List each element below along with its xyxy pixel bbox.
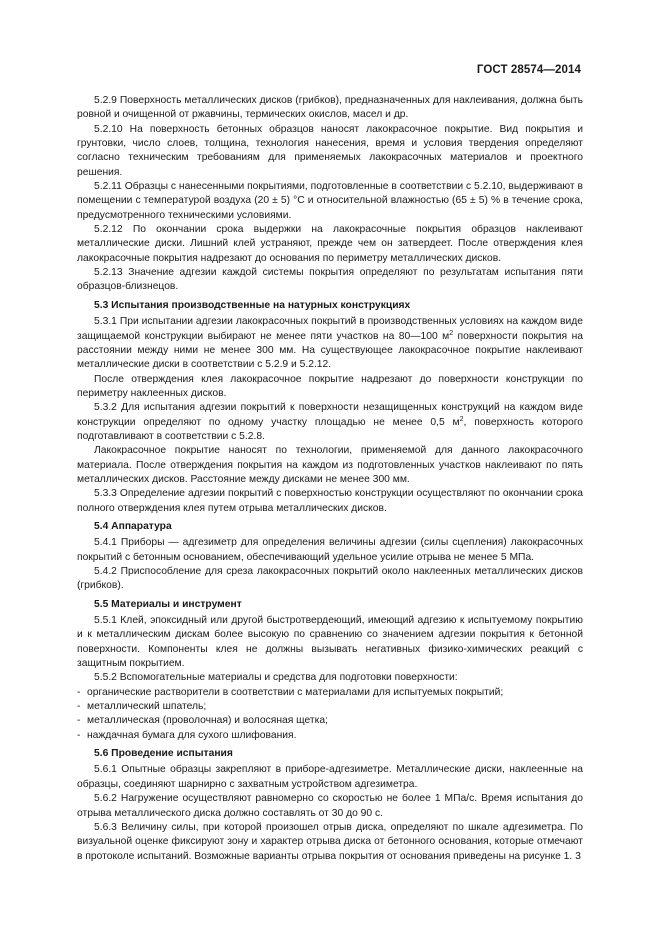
list-item	[77, 729, 583, 743]
paragraph-5-6-3: 5.6.3 Величину силы, при которой произошел отрыв диска, определяют по шкале адгезиметра. По визуальной оценке фиксируют зону и характер отрыва диска от бетонного основания, которые отмечают в протоколе испытаний. Возможные варианты отрыва покрытия от основания приведены на рисунке 1.	[77, 821, 583, 862]
list-item-text: органические растворители в соответствии с материалами для испытуемых покрытий;	[87, 686, 504, 698]
paragraph-5-2-11: 5.2.11 Образцы с нанесенными покрытиями, подготовленные в соответствии с 5.2.10, выдерживают в помещении с температурой воздуха (20 ± 5) °С и относительной влажностью (65 ± 5) % в течение срока, предусмотренного техническими условиями.	[77, 181, 583, 221]
paragraph-5-2-13: 5.2.13 Значение адгезии каждой системы покрытия определяют по результатам испытания пяти образцов-близнецов.	[77, 267, 583, 293]
paragraph-5-4-2: 5.4.2 Приспособление для среза лакокрасочных покрытий около наклеенных металлических дисков (грибков).	[77, 566, 583, 592]
list-dash: -	[77, 686, 81, 698]
paragraph-5-5-1: 5.5.1 Клей, эпоксидный или другой быстротвердеющий, имеющий адгезию к испытуемому покрытию и к металлическим дискам более высокую по сравнению со значением адгезии покрытия к бетонной поверхности. Компоненты клея не должны вызывать негативных физико-химических реакций с защитным покрытием.	[77, 615, 583, 670]
page-number: 3	[575, 850, 581, 862]
paragraph-5-6-2: 5.6.2 Нагружение осуществляют равномерно со скоростью не более 1 МПа/с. Время испытания до отрыва металлического диска должно составлять от 30 до 90 с.	[77, 793, 583, 819]
list-item-text: металлическая (проволочная) и волосяная щетка;	[87, 715, 328, 727]
paragraph-5-2-10: 5.2.10 На поверхность бетонных образцов наносят лакокрасочное покрытие. Вид покрытия и грунтовки, число слоев, толщина, технология нанесения, время и условия твердения определяют согласно техническим требованиям для применяемых лакокрасочных материалов и проектного решения.	[77, 123, 583, 178]
list-item-text: наждачная бумага для сухого шлифования.	[87, 729, 297, 741]
heading-5-4: 5.4 Аппаратура	[94, 520, 172, 532]
list-item	[77, 714, 583, 728]
list-item-text: металлический шпатель;	[87, 701, 207, 713]
heading-5-6: 5.6 Проведение испытания	[94, 748, 233, 760]
paragraph-5-5-2: 5.5.2 Вспомогательные материалы и средства для подготовки поверхности:	[94, 672, 458, 684]
paragraph-5-2-9: 5.2.9 Поверхность металлических дисков (грибков), предназначенных для наклеивания, должна быть ровной и очищенной от ржавчины, термических окислов, масел и др.	[77, 95, 583, 121]
document-id-header: ГОСТ 28574—2014	[476, 64, 581, 76]
list-dash: -	[77, 729, 81, 741]
paragraph-5-3-2-continued: Лакокрасочное покрытие наносят по технологии, применяемой для данного лакокрасочного материала. После отверждения покрытия на каждом из подготовленных участков наклеивают по пять металлических дисков. Расстояние между дисками не менее 300 мм.	[77, 445, 583, 485]
list-item	[77, 686, 583, 700]
superscript-square: 2	[459, 415, 464, 423]
paragraph-5-3-2-part-a: 5.3.2 Для испытания адгезии покрытий к поверхности незащищенных конструкций на каждом виде конструкции определяют по одному участку площадью не менее 0,5 м	[77, 402, 583, 428]
paragraph-5-3-2-part-b: , поверхность которого подготавливают в соответствии с 5.2.8.	[77, 416, 583, 442]
paragraph-5-6-1: 5.6.1 Опытные образцы закрепляют в приборе-адгезиметре. Металлические диски, наклеенные на образцы, соединяют шарнирно с захватным устройством адгезиметра.	[77, 764, 583, 790]
paragraph-5-3-1-part-a: 5.3.1 При испытании адгезии лакокрасочных покрытий в производственных условиях на каждом виде защищаемой конструкции выбирают не менее пяти участков на 80—100 м	[77, 316, 583, 342]
document-body	[77, 94, 583, 864]
paragraph-5-4-1: 5.4.1 Приборы — адгезиметр для определения величины адгезии (силы сцепления) лакокрасочных покрытий с бетонным основанием, обеспечивающий удельное усилие отрыва не менее 5 МПа.	[77, 537, 583, 563]
paragraph-5-3-3: 5.3.3 Определение адгезии покрытий с поверхностью конструкции осуществляют по окончании срока полного отверждения клея путем отрыва металлических дисков.	[77, 488, 583, 514]
list-item	[77, 700, 583, 714]
heading-5-5: 5.5 Материалы и инструмент	[94, 598, 242, 610]
paragraph-5-3-1	[77, 315, 583, 372]
paragraph-5-3-1-part-b: поверхности покрытия на расстоянии между ними не менее 300 мм. На существующее лакокрасочное покрытие наклеивают металлические диски в соответствии с 5.2.9 и 5.2.12.	[77, 330, 583, 371]
paragraph-5-2-12: 5.2.12 По окончании срока выдержки на лакокрасочные покрытия образцов наклеивают металлические диски. Лишний клей устраняют, прежде чем он затвердеет. После отверждения клея лакокрасочные покрытия надрезают до основания по периметру металлических дисков.	[77, 224, 583, 264]
list-dash: -	[77, 701, 81, 713]
list-dash: -	[77, 715, 81, 727]
superscript-square: 2	[449, 329, 454, 337]
heading-5-3: 5.3 Испытания производственные на натурных конструкциях	[94, 299, 411, 311]
paragraph-5-3-2	[77, 401, 583, 444]
paragraph-5-3-1-continued: После отверждения клея лакокрасочное покрытие надрезают до поверхности конструкции по периметру наклеенных дисков.	[77, 373, 583, 399]
